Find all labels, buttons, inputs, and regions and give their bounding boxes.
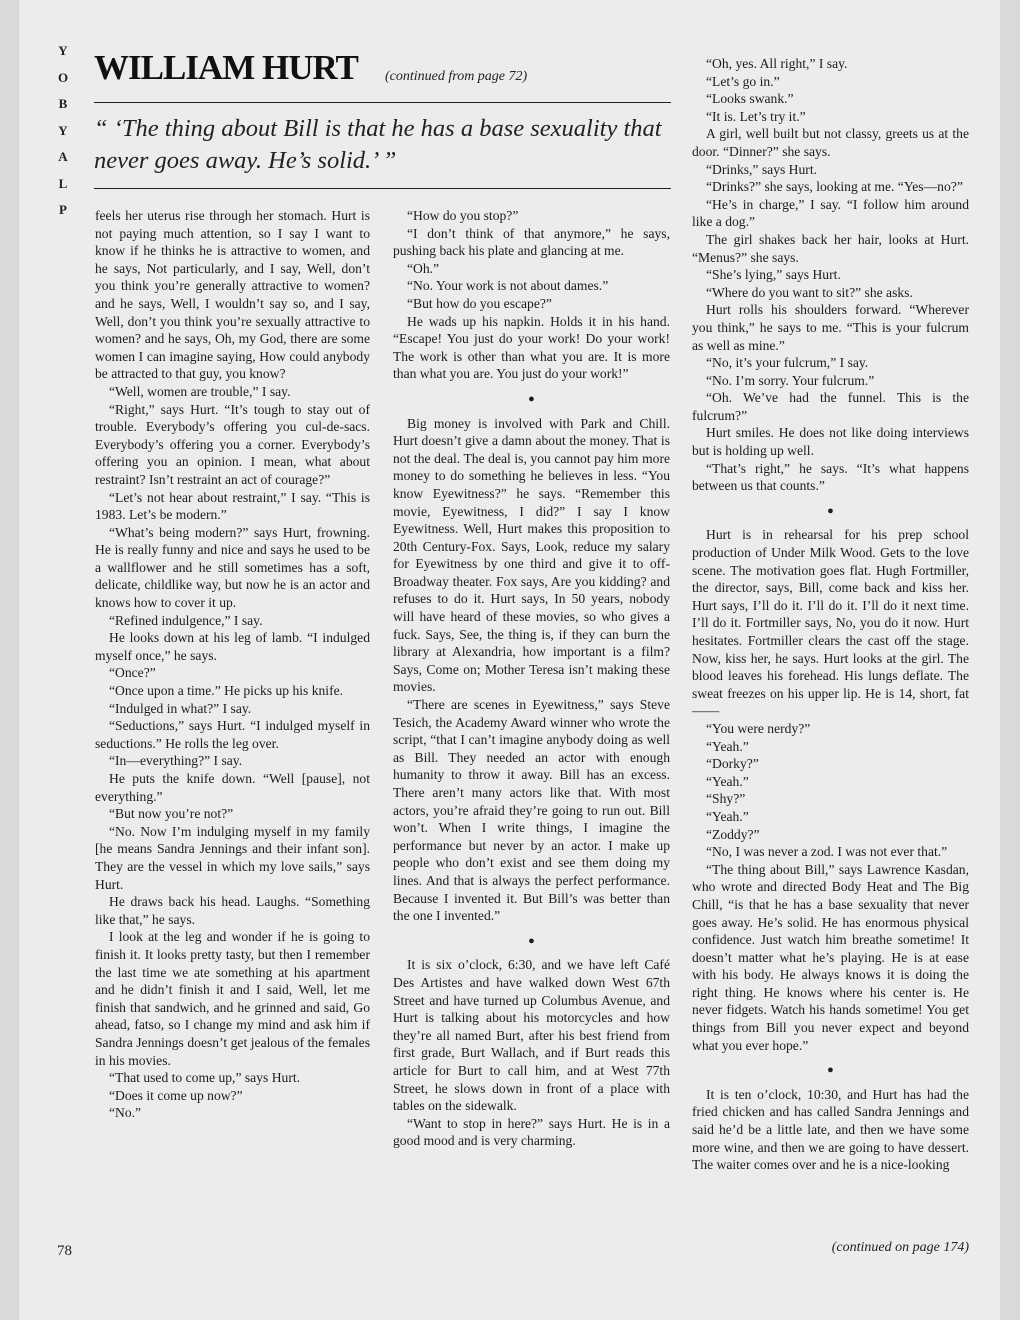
section-break: ●	[528, 392, 535, 405]
paragraph: “Dorky?”	[706, 756, 759, 772]
column-1	[95, 207, 370, 1122]
paragraph: “It is. Let’s try it.”	[706, 108, 806, 124]
paragraph: “In—everything?” I say.	[109, 753, 243, 769]
paragraph: “Refined indulgence,” I say.	[109, 612, 263, 628]
paragraph: I look at the leg and wonder if he is going to finish it. It looks pretty tasty, but then I remember the last time we ate something at his apartment and he didn’t finish it and I said, Well, let me finish that sandwich, and he grinned and said, Go ahead, fatso, so I change my mind and ask him if Sandra Jennings doesn’t get jealous of the females in his movies.	[95, 929, 370, 1068]
paragraph: “How do you stop?”	[407, 208, 519, 223]
paragraph: “But now you’re not?”	[109, 806, 234, 822]
paragraph: “Yeah.”	[706, 773, 749, 789]
paragraph: “But how do you escape?”	[407, 295, 552, 311]
section-break: ●	[827, 1064, 834, 1077]
paragraph: “No, I was never a zod. I was not ever that.”	[706, 844, 948, 860]
paragraph: “Let’s go in.”	[706, 73, 780, 89]
paragraph: “Once?”	[109, 665, 156, 681]
paragraph: The girl shakes back her hair, looks at Hurt. “Menus?” she says.	[692, 231, 969, 265]
paragraph: He puts the knife down. “Well [pause], not everything.”	[95, 771, 370, 804]
paragraph: He looks down at his leg of lamb. “I indulged myself once,” he says.	[95, 630, 370, 663]
paragraph: “No. I’m sorry. Your fulcrum.”	[706, 372, 875, 388]
paragraph: A girl, well built but not classy, greets us at the door. “Dinner?” she says.	[692, 126, 969, 159]
paragraph: It is ten o’clock, 10:30, and Hurt has had the fried chicken and has called Sandra Jennings and said he’d be a little late, and then we have some more wine, and then we are going to have dessert. The waiter comes over and he is a nice-looking	[692, 1086, 969, 1173]
paragraph: “That’s right,” he says. “It’s what happens between us that counts.”	[692, 460, 969, 494]
paragraph: Hurt rolls his shoulders forward. “Wherever you think,” he says to me. “This is your fulcrum as well as mine.”	[692, 302, 969, 353]
paragraph: “Drinks?” she says, looking at me. “Yes—no?”	[706, 179, 963, 195]
paragraph: Big money is involved with Park and Chill. Hurt doesn’t give a damn about the money. That is not the deal. The deal is, you cannot pay him more money to do something he believes in less. “You know Eyewitness?” he says. “Remember this movie, Eyewitness, I did?” I say I know Eyewitness. Well, Hurt makes this proposition to 20th Century-Fox. Says, Look, reduce my salary for Eyewitness by one third and give it to off-Broadway theater. Fox says, Are you kidding? and refuses to do it. Hurt says, In 50 years, nobody will have heard of these movies, so who gives a fuck. Says, See, the thing is, if they can burn the library at Alexandria, how important is a film? Says, Come on; Mother Teresa isn’t making these movies.	[393, 415, 670, 695]
continued-from-note: (continued from page 72)	[385, 69, 528, 84]
paragraph: “Right,” says Hurt. “It’s tough to stay out of trouble. Everybody’s offering you cul-de-sacs. Everybody’s offering you a corner. Everybody’s offering you an opinion. I mean, what about restraint? Isn’t restraint an act of courage?”	[95, 401, 370, 487]
paragraph: “The thing about Bill,” says Lawrence Kasdan, who wrote and directed Body Heat and The Big Chill, “is that he has a base sexuality that never goes away. He’s solid. He has enormous physical confidence. Just watch him breathe sometime! It doesn’t matter what he’s playing. He is at ease with his body. He always knows it is doing the right thing. He knows where his center is. He never fidgets. Watch his hands sometime! You get things from Bill you never expect and beyond what you ever hope.”	[692, 861, 969, 1053]
paragraph: “I don’t think of that anymore,” he says, pushing back his plate and glancing at me.	[393, 225, 670, 259]
paragraph: “No, it’s your fulcrum,” I say.	[706, 355, 869, 371]
paragraph: Hurt is in rehearsal for his prep school production of Under Milk Wood. Gets to the love scene. The motivation goes flat. Hugh Fortmiller, the director, says, Bill, come back and kiss her. Hurt says, I’ll do it. I’ll do it. I’ll do it next time. I’ll do it. Fortmiller says, No, you do it now. Hurt hesitates. Fortmiller clears the cast off the stage. Now, kiss her, he says. Hurt looks at the girl. The blood leaves his forehead. His lungs deflate. The sweat freezes on his upper lip. He is 14, short, fat——	[692, 527, 969, 719]
paragraph: feels her uterus rise through her stomach. Hurt is not paying much attention, so I say I want to know if he thinks he is attractive to women, and he says, Not particularly, and I say, Well, don’t you think you’re generally attractive to women? and he says, Well, I wouldn’t say so, and I say, Well, don’t you think you’re sexually attractive to women? and he says, Oh, my God, there are some women I can imagine saying, How could anybody be attracted to that guy, you know?	[95, 208, 370, 382]
paragraph: “No.”	[109, 1105, 142, 1121]
paragraph: He wads up his napkin. Holds it in his hand. “Escape! You just do your work! Do your work! The work is other than what you are. It is more than what you are. You just do your work!”	[393, 313, 670, 382]
paragraph: “Yeah.”	[706, 808, 749, 824]
paragraph: “You were nerdy?”	[706, 720, 811, 736]
bottom-rule	[94, 188, 671, 189]
paragraph: “Looks swank.”	[706, 91, 794, 107]
magazine-name-vertical: Y O B Y A L P	[57, 43, 69, 217]
paragraph: “What’s being modern?” says Hurt, frowning. He is really funny and nice and says he used to be a wallflower and he still sometimes has a soft, delicate, childlike way, but now he is an actor and knows how to cover it up.	[95, 524, 370, 611]
paragraph: “No. Now I’m indulging myself in my family [he means Sandra Jennings and their infant son]. They are the vessel in which my love sails,” says Hurt.	[95, 823, 370, 892]
paragraph: “Want to stop in here?” says Hurt. He is in a good mood and is very charming.	[393, 1115, 670, 1149]
top-rule	[94, 102, 671, 103]
paragraph: “Once upon a time.” He picks up his knife.	[109, 683, 344, 699]
section-break: ●	[528, 934, 535, 947]
pull-quote: “ ‘The thing about Bill is that he has a base sexuality that never goes away. He’s solid.’ ”	[94, 115, 662, 174]
paragraph: “Yeah.”	[706, 738, 749, 754]
paragraph: He draws back his head. Laughs. “Something like that,” he says.	[95, 894, 370, 927]
paragraph: “That used to come up,” says Hurt.	[109, 1070, 301, 1086]
article-headline: WILLIAM HURT	[94, 48, 358, 87]
section-break: ●	[827, 504, 834, 517]
paragraph: “Let’s not hear about restraint,” I say. “This is 1983. Let’s be modern.”	[95, 489, 370, 523]
paragraph: “No. Your work is not about dames.”	[407, 278, 609, 294]
continued-on-note: (continued on page 174)	[831, 1240, 969, 1255]
paragraph: “Seductions,” says Hurt. “I indulged myself in seductions.” He rolls the leg over.	[95, 718, 370, 751]
paragraph: “There are scenes in Eyewitness,” says Steve Tesich, the Academy Award winner who wrote the script, “that I can’t imagine anybody doing as well as Bill. They needed an actor with enough humanity to throw it away. Bill has an excess. There aren’t many actors like that. With most actors, you’re afraid they’re going to run out. Bill won’t. When I write things, I imagine the performance but never by an actor. I make up people who don’t exist and see them doing my lines. And that is always the perfect performance. Because I invented it. But Bill’s was better than the one I invented.”	[393, 697, 670, 924]
paragraph: It is six o’clock, 6:30, and we have left Café Des Artistes and have walked down West 67th Street and have turned up Columbus Avenue, and Hurt is talking about his motorcycles and how they’re all named Burt, after his best friend from first grade, Burt Wallach, and if Burt reads this article for Burt to call him, and at West 77th Street, he slows down in front of a place with tables on the sidewalk.	[393, 957, 670, 1114]
column-2	[393, 207, 670, 1150]
paragraph: “Drinks,” says Hurt.	[706, 161, 817, 177]
paragraph: “Shy?”	[706, 791, 746, 807]
paragraph: “Indulged in what?” I say.	[109, 700, 252, 716]
column-3	[692, 55, 969, 1174]
page-number: 78	[57, 1243, 72, 1259]
paragraph: “Well, women are trouble,” I say.	[109, 383, 291, 399]
paragraph: “Oh. We’ve had the funnel. This is the fulcrum?”	[692, 390, 969, 423]
paragraph: Hurt smiles. He does not like doing interviews but is holding up well.	[692, 425, 969, 459]
paragraph: “Oh, yes. All right,” I say.	[706, 56, 848, 71]
paragraph: “Does it come up now?”	[109, 1087, 243, 1103]
paragraph: “Zoddy?”	[706, 826, 760, 842]
paragraph: “Where do you want to sit?” she asks.	[706, 284, 913, 300]
paragraph: “She’s lying,” says Hurt.	[706, 267, 841, 283]
paragraph: “Oh.”	[407, 260, 440, 276]
paragraph: “He’s in charge,” I say. “I follow him around like a dog.”	[692, 196, 969, 230]
